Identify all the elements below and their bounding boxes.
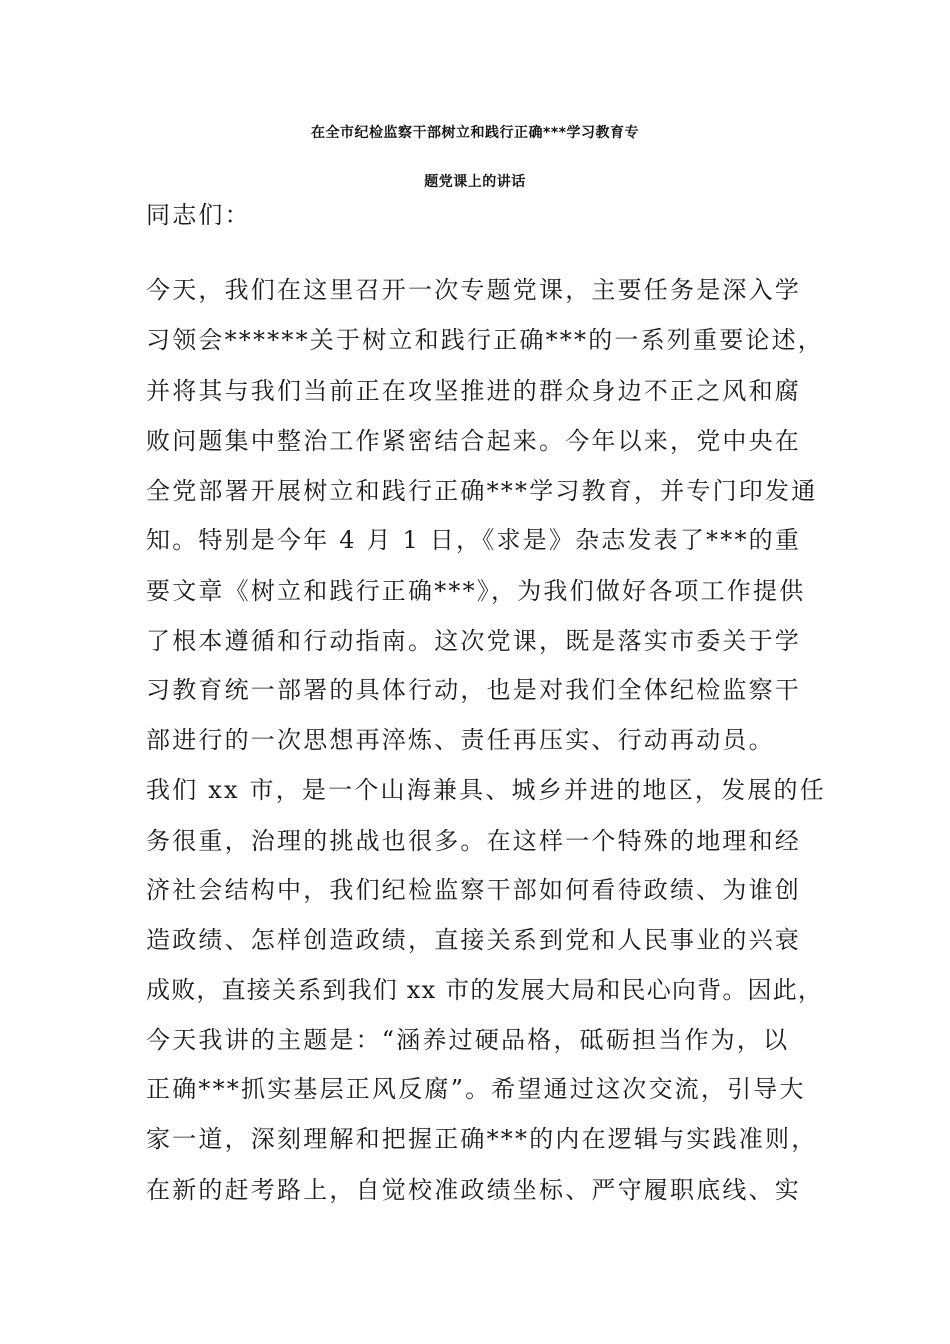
body-line: 部进行的一次思想再淬炼、责任再压实、行动再动员。 — [146, 726, 775, 754]
body-line: 并将其与我们当前正在攻坚推进的群众身边不正之风和腐 — [146, 377, 801, 405]
body-line: 知。特别是今年 4 月 1 日，《求是》杂志发表了***的重 — [146, 526, 802, 554]
salutation: 同志们： — [146, 201, 251, 229]
body-line: 要文章《树立和践行正确***》，为我们做好各项工作提供 — [146, 577, 806, 605]
body-line: 我们 xx 市，是一个山海兼具、城乡并进的地区，发展的任 — [146, 776, 826, 804]
document-title-line-1: 在全市纪检监察干部树立和践行正确***学习教育专 — [311, 125, 639, 141]
body-line: 全党部署开展树立和践行正确***学习教育，并专门印发通 — [146, 477, 818, 505]
body-line: 在新的赶考路上，自觉校准政绩坐标、严守履职底线、实 — [146, 1176, 801, 1204]
body-line: 今天我讲的主题是：“涵养过硬品格，砥砺担当作为，以 — [146, 1026, 790, 1054]
body-line: 败问题集中整治工作紧密结合起来。今年以来，党中央在 — [146, 427, 801, 455]
body-line: 习教育统一部署的具体行动，也是对我们全体纪检监察干 — [146, 676, 801, 704]
body-line: 今天，我们在这里召开一次专题党课，主要任务是深入学 — [146, 276, 801, 304]
body-line: 成败，直接关系到我们 xx 市的发展大局和民心向背。因此， — [146, 976, 824, 1004]
body-line: 了根本遵循和行动指南。这次党课，既是落实市委关于学 — [146, 627, 801, 655]
body-line: 济社会结构中，我们纪检监察干部如何看待政绩、为谁创 — [146, 876, 801, 904]
body-line: 习领会******关于树立和践行正确***的一系列重要论述， — [146, 326, 824, 354]
document-title-line-2: 题党课上的讲话 — [424, 174, 526, 190]
body-line: 造政绩、怎样创造政绩，直接关系到党和人民事业的兴衰 — [146, 926, 801, 954]
body-line: 务很重，治理的挑战也很多。在这样一个特殊的地理和经 — [146, 827, 801, 855]
body-line: 正确***抓实基层正风反腐”。希望通过这次交流，引导大 — [146, 1075, 806, 1103]
body-line: 家一道，深刻理解和把握正确***的内在逻辑与实践准则， — [146, 1125, 818, 1153]
